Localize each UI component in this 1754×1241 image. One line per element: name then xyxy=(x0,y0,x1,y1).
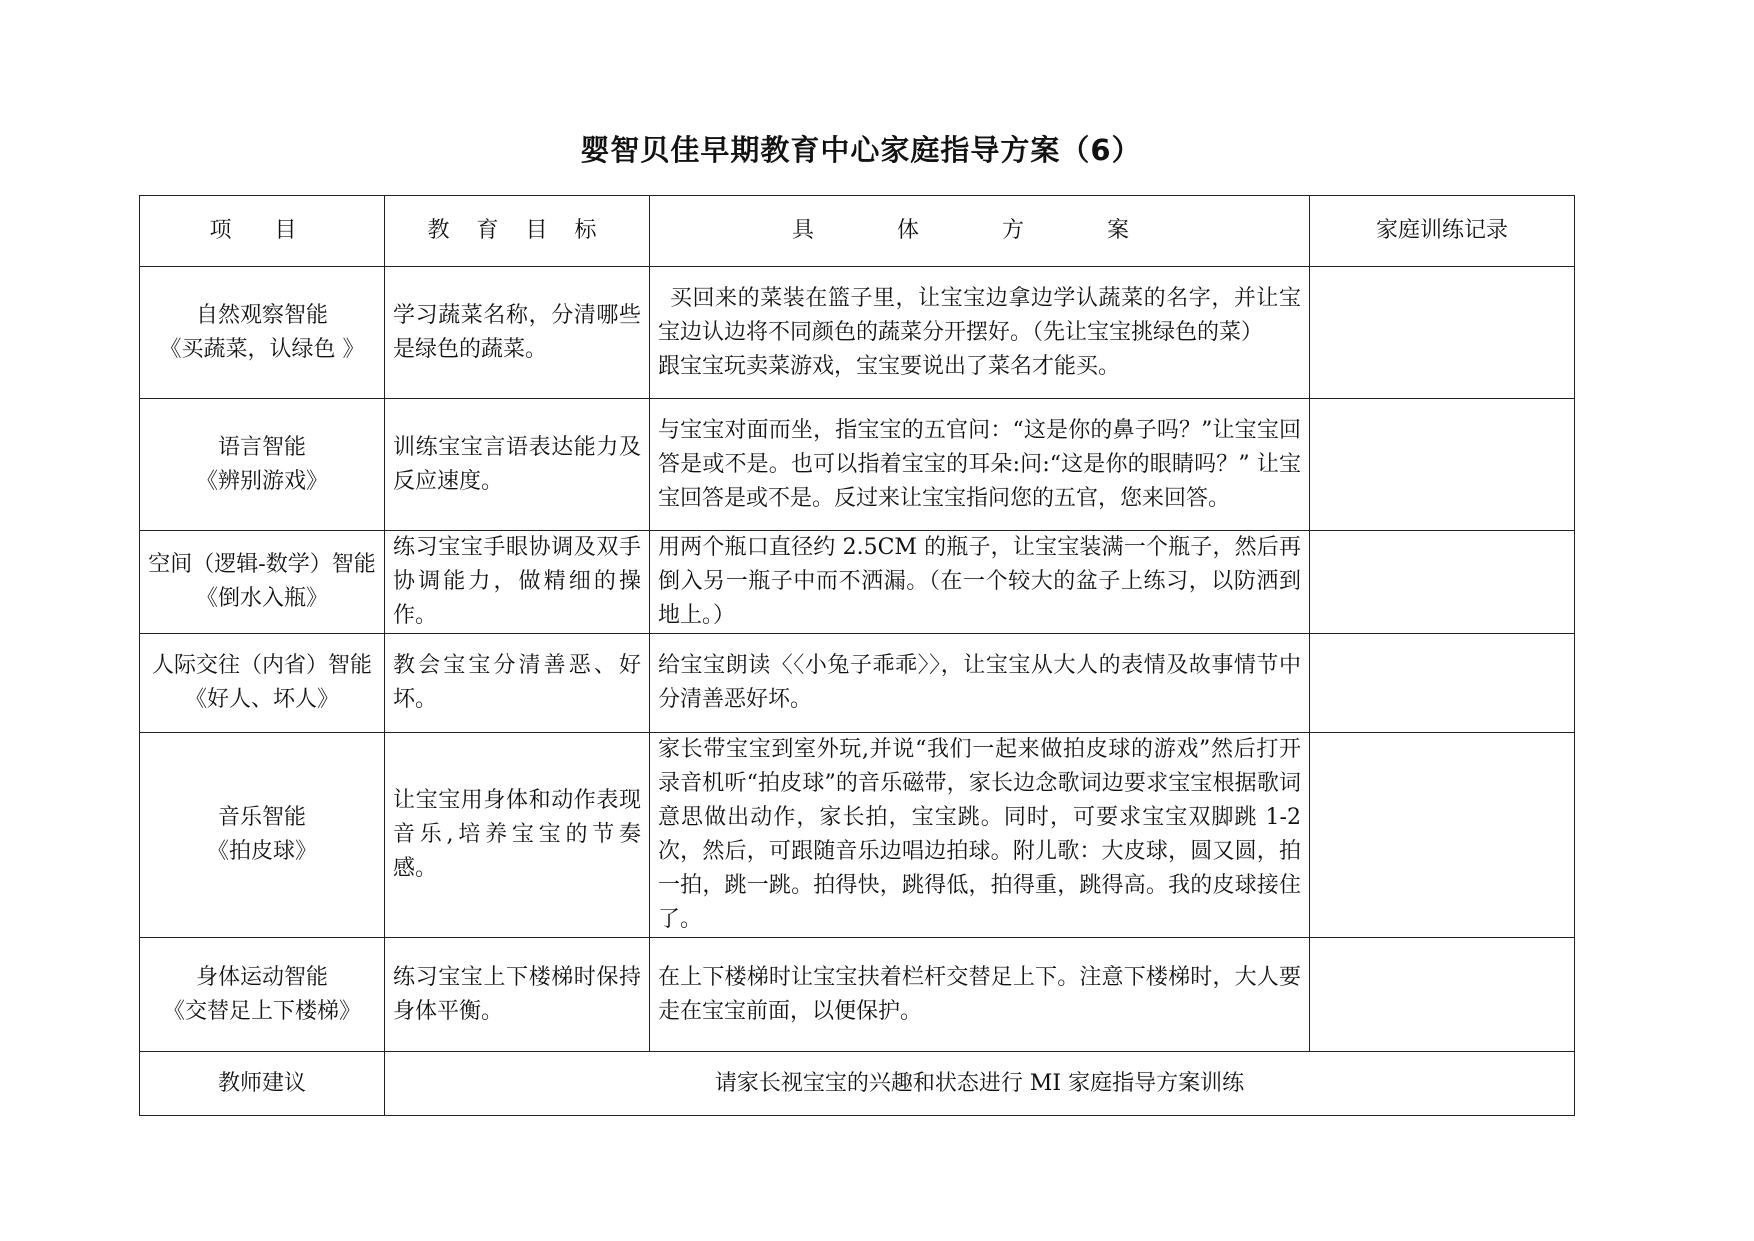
record-cell[interactable] xyxy=(1310,267,1575,399)
table-row xyxy=(140,267,1575,399)
plan-cell xyxy=(650,634,1310,733)
item-cell xyxy=(140,733,385,938)
plan-line: 用两个瓶口直径约 2.5CM 的瓶子，让宝宝装满一个瓶子，然后再倒入另一瓶子中而不洒漏。（在一个较大的盆子上练习，以防洒到地上。） xyxy=(658,535,1301,628)
table-row xyxy=(140,938,1575,1052)
record-cell[interactable] xyxy=(1310,531,1575,634)
record-cell[interactable] xyxy=(1310,399,1575,531)
teacher-advice-label: 教师建议 xyxy=(140,1052,385,1116)
teacher-advice-text: 请家长视宝宝的兴趣和状态进行 MI 家庭指导方案训练 xyxy=(385,1052,1575,1116)
goal-cell: 让宝宝用身体和动作表现音乐,培养宝宝的节奏感。 xyxy=(385,733,650,938)
record-cell[interactable] xyxy=(1310,938,1575,1052)
item-name: 语言智能 xyxy=(217,434,306,460)
plan-cell xyxy=(650,399,1310,531)
goal-cell: 练习宝宝上下楼梯时保持身体平衡。 xyxy=(385,938,650,1052)
record-cell[interactable] xyxy=(1310,634,1575,733)
teacher-advice-row xyxy=(140,1052,1575,1116)
item-name: 人际交往（内省）智能 xyxy=(151,653,372,678)
plan-line: 在上下楼梯时让宝宝扶着栏杆交替足上下。注意下楼梯时，大人要走在宝宝前面，以便保护。 xyxy=(658,964,1301,1024)
plan-line: 给宝宝朗读〈〈小兔子乖乖〉〉，让宝宝从大人的表情及故事情节中分清善恶好坏。 xyxy=(658,653,1301,712)
table-row xyxy=(140,531,1575,634)
plan-line: 家长带宝宝到室外玩,并说“我们一起来做拍皮球的游戏”然后打开录音机听“拍皮球”的音乐磁带，家长边念歌词边要求宝宝根据歌词意思做出动作，家长拍，宝宝跳。同时，可要求宝宝双脚跳 1-2 次，然后，可跟随音乐边唱边拍球。附儿歌：大皮球，圆又圆，拍一拍，跳一跳。拍得快，跳得低，拍得重，跳得高。我的皮球接住了。 xyxy=(658,737,1301,932)
plan-line: 与宝宝对面而坐，指宝宝的五官问：“这是你的鼻子吗？”让宝宝回答是或不是。也可以指着宝宝的耳朵:问:“这是你的眼睛吗？” 让宝宝回答是或不是。反过来让宝宝指问您的五官，您来回答。 xyxy=(658,417,1301,511)
page-title: 婴智贝佳早期教育中心家庭指导方案（6） xyxy=(580,133,1142,167)
plan-line: 跟宝宝玩卖菜游戏，宝宝要说出了菜名才能买。 xyxy=(658,353,1121,379)
table-row xyxy=(140,733,1575,938)
item-activity: 《拍皮球》 xyxy=(206,839,317,864)
item-cell xyxy=(140,267,385,399)
plan-cell xyxy=(650,733,1310,938)
item-activity: 《好人、坏人》 xyxy=(184,687,339,712)
goal-cell: 训练宝宝言语表达能力及反应速度。 xyxy=(385,399,650,531)
item-name: 空间（逻辑-数学）智能 xyxy=(148,552,376,577)
goal-cell: 教会宝宝分清善恶、好坏。 xyxy=(385,634,650,733)
item-cell xyxy=(140,399,385,531)
item-cell xyxy=(140,938,385,1052)
header-goal: 教 育 目 标 xyxy=(385,196,650,267)
item-name: 自然观察智能 xyxy=(195,302,328,328)
table-row xyxy=(140,399,1575,531)
item-activity: 《辨别游戏》 xyxy=(195,468,328,494)
item-cell xyxy=(140,531,385,634)
item-activity: 《交替足上下楼梯》 xyxy=(162,998,361,1024)
record-cell[interactable] xyxy=(1310,733,1575,938)
plan-line: 买回来的菜装在篮子里，让宝宝边拿边学认蔬菜的名字，并让宝宝边认边将不同颜色的蔬菜分开摆好。（先让宝宝挑绿色的菜） xyxy=(658,285,1301,345)
item-activity: 《倒水入瓶》 xyxy=(195,586,328,611)
header-item: 项 目 xyxy=(140,196,385,267)
item-name: 音乐智能 xyxy=(217,805,306,830)
table-row xyxy=(140,634,1575,733)
header-plan: 具 体 方 案 xyxy=(650,196,1310,267)
plan-cell xyxy=(650,938,1310,1052)
plan-cell xyxy=(650,531,1310,634)
item-activity: 《买蔬菜，认绿色 》 xyxy=(159,336,365,362)
item-cell xyxy=(140,634,385,733)
plan-cell xyxy=(650,267,1310,399)
header-record: 家庭训练记录 xyxy=(1310,196,1575,267)
table-header-row xyxy=(140,196,1575,267)
goal-cell: 学习蔬菜名称，分清哪些是绿色的蔬菜。 xyxy=(385,267,650,399)
item-name: 身体运动智能 xyxy=(195,964,328,990)
guidance-plan-table xyxy=(139,195,1575,1116)
goal-cell: 练习宝宝手眼协调及双手协调能力，做精细的操作。 xyxy=(385,531,650,634)
